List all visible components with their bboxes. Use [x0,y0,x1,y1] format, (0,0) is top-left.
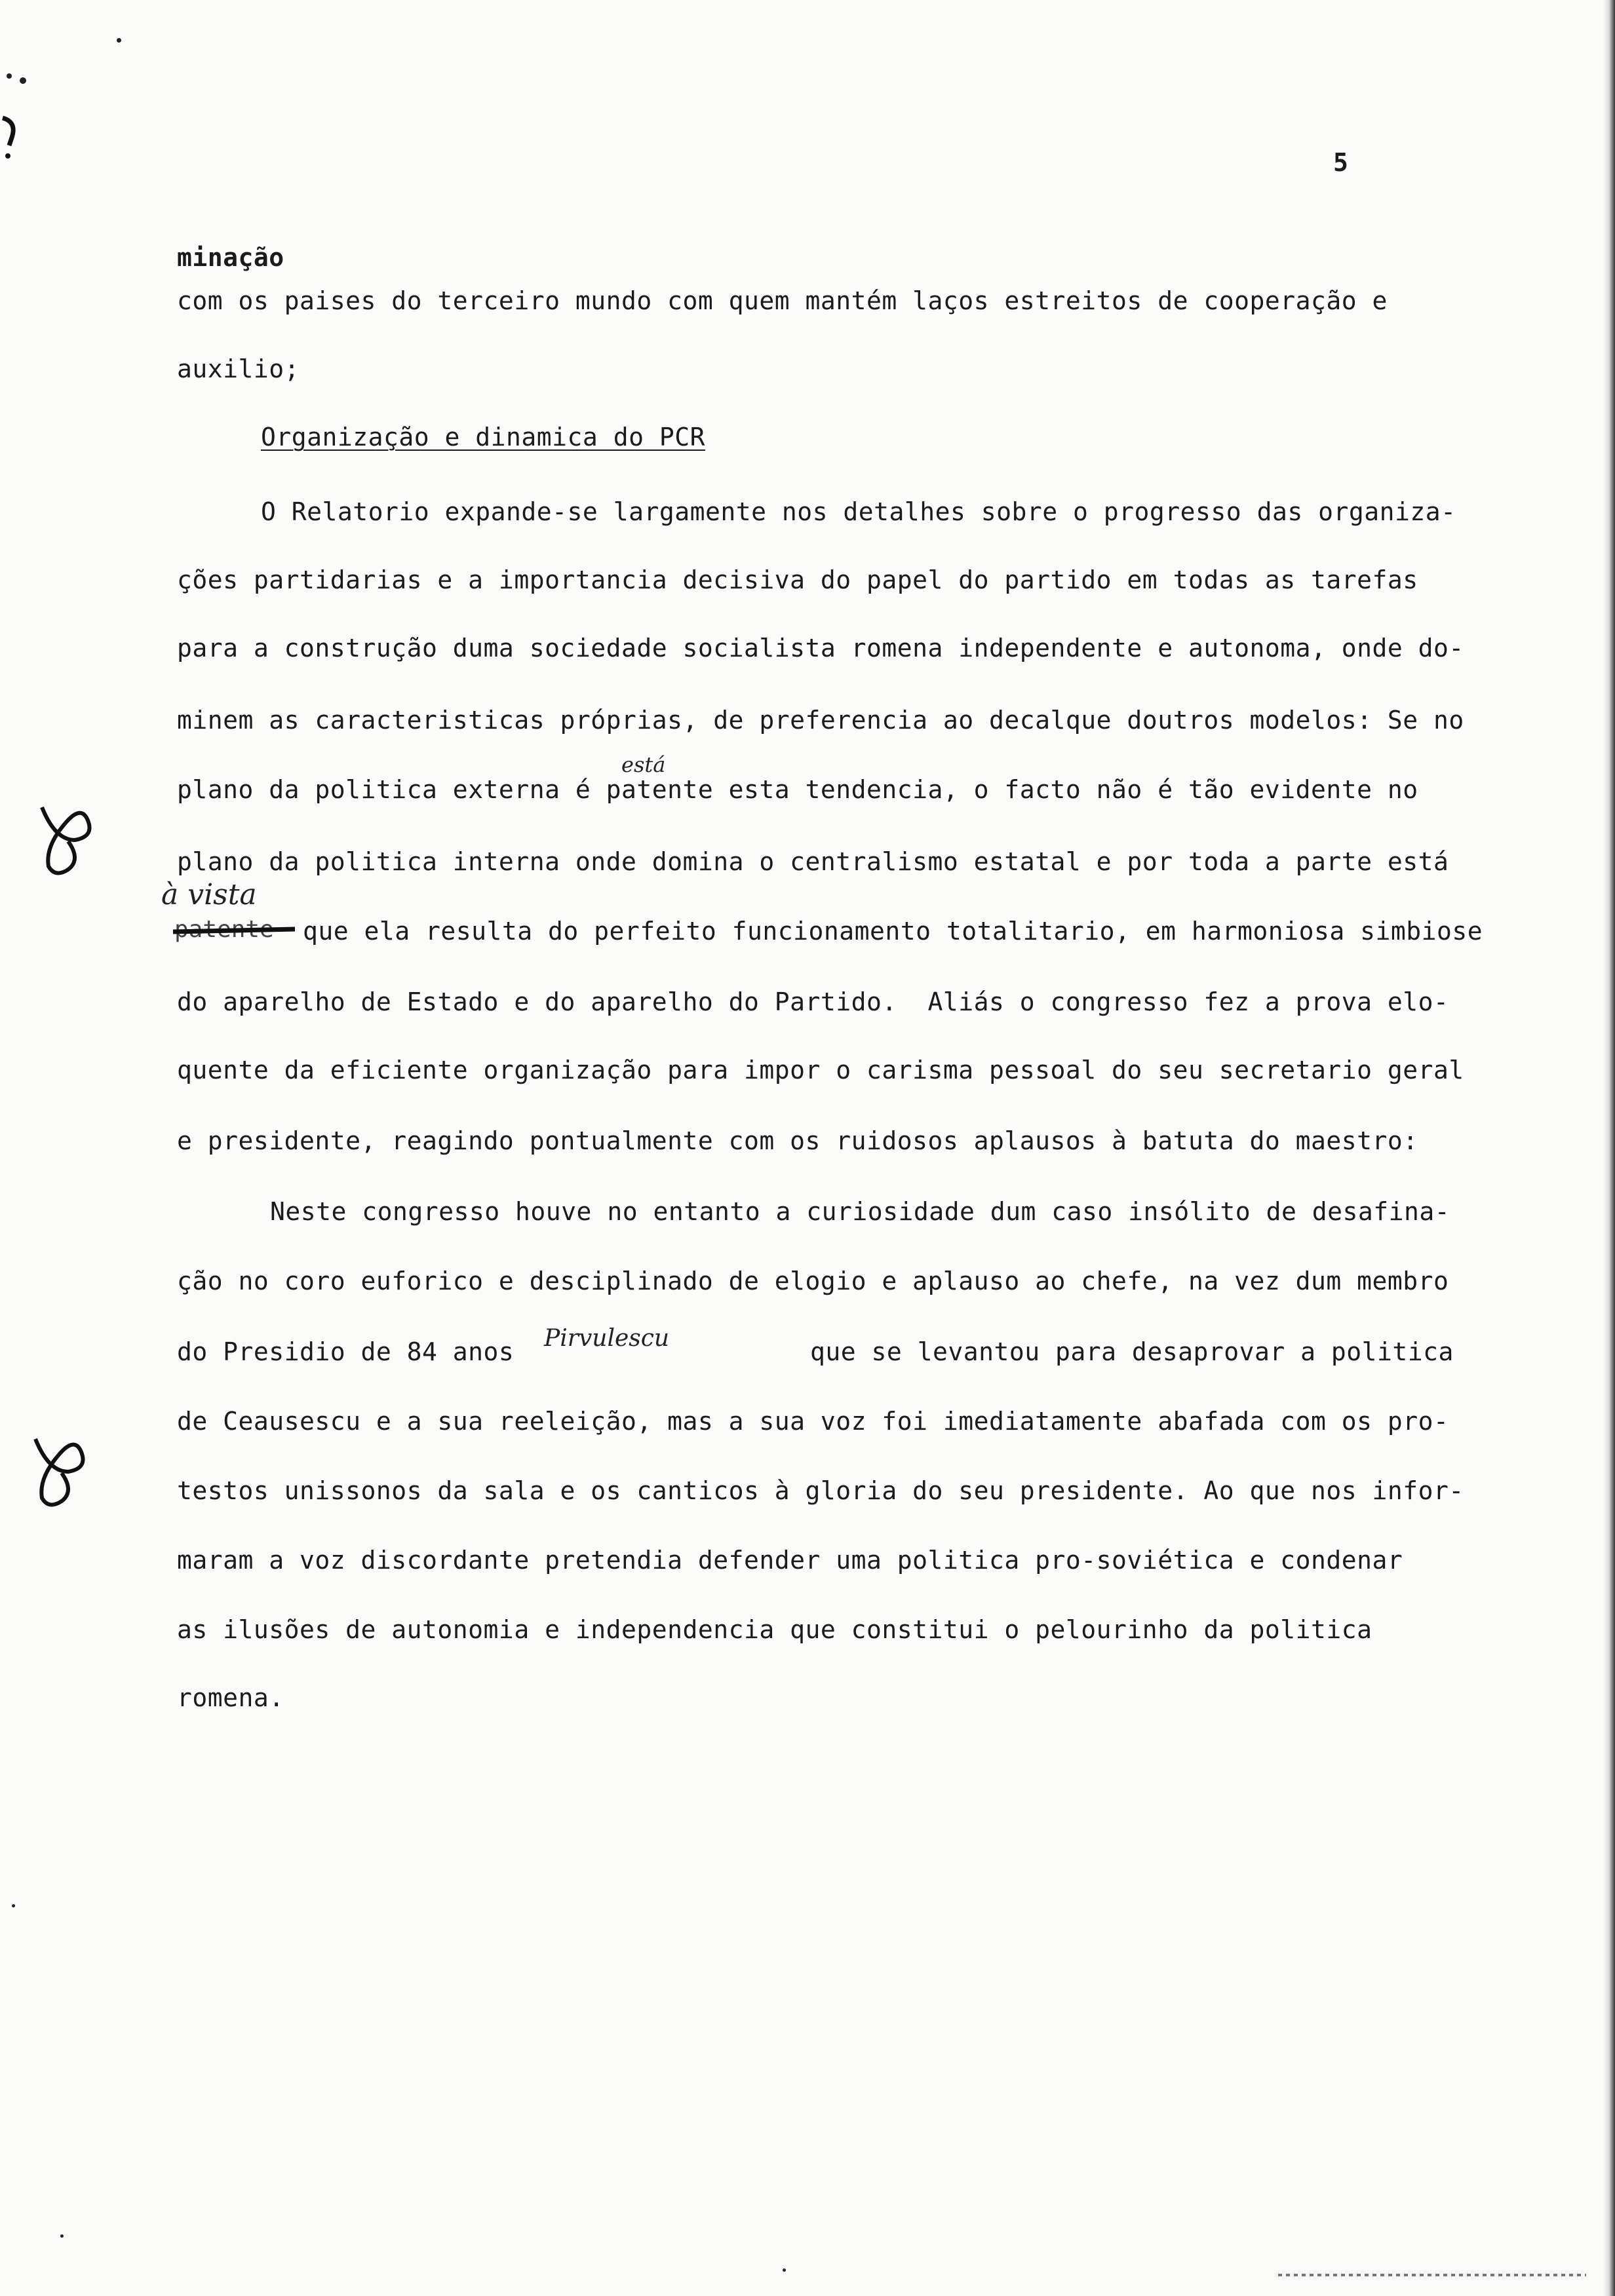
text-line: as ilusões de autonomia e independencia que constitui o pelourinho da politica [177,1615,1372,1644]
text-line: testos unissonos da sala e os canticos à gloria do seu presidente. Ao que nos infor- [177,1476,1464,1505]
section-heading: Organização e dinamica do PCR [261,423,705,451]
text-line: do aparelho de Estado e do aparelho do Partido. Aliás o congresso fez a prova elo- [177,987,1449,1016]
scan-dot [60,2234,64,2238]
text-line: romena. [177,1683,284,1712]
scan-dot [12,1904,15,1907]
strikethrough-mark [172,923,296,940]
struck-word: patente [174,916,274,943]
page-number: 5 [1333,148,1348,177]
text-line: ção no coro euforico e desciplinado de elogio e aplauso ao chefe, na vez dum membro [177,1267,1449,1295]
text-line: e presidente, reagindo pontualmente com os ruidosos aplausos à batuta do maestro: [177,1126,1418,1155]
scan-artifact-icon [0,115,20,161]
handwritten-insert-esta: está [621,752,666,777]
scan-dot [783,2268,786,2272]
margin-mark-icon [29,801,101,879]
text-line: plano da politica externa é patente esta tendencia, o facto não é tão evidente no [177,775,1418,804]
text-line: com os paises do terceiro mundo com quem mantém laços estreitos de cooperação e [177,286,1388,315]
text-line: que se levantou para desaprovar a politica [810,1337,1454,1366]
text-line: ções partidarias e a importancia decisiva do papel do partido em todas as tarefas [177,565,1418,594]
text-line: que ela resulta do perfeito funcionamento totalitario, em harmoniosa simbiose [303,917,1483,946]
text-line: de Ceausescu e a sua reeleição, mas a sua voz foi imediatamente abafada com os pro- [177,1407,1449,1436]
scan-dot [20,77,26,84]
text-line: quente da eficiente organização para impor o carisma pessoal do seu secretario geral [177,1056,1464,1084]
text-line: Neste congresso houve no entanto a curiosidade dum caso insólito de desafina- [270,1197,1450,1226]
text-line: maram a voz discordante pretendia defender uma politica pro-soviética e condenar [177,1546,1403,1575]
scan-dot [117,38,121,43]
text-line: plano da politica interna onde domina o centralismo estatal e por toda a parte está [177,847,1449,876]
text-line: minação [177,243,284,272]
text-line: auxilio; [177,354,300,383]
margin-mark-icon [22,1432,94,1511]
text-line: do Presidio de 84 anos [177,1337,515,1366]
text-line: O Relatorio expande-se largamente nos detalhes sobre o progresso das organiza- [261,497,1456,526]
handwritten-a-vista: à vista [161,878,257,911]
page-edge-shadow [1603,0,1615,2296]
scan-edge-line [1278,2274,1586,2276]
text-line: minem as caracteristicas próprias, de preferencia ao decalque doutros modelos: Se no [177,706,1464,735]
scan-dot [7,73,12,79]
handwritten-name: Pirvulescu [544,1325,670,1352]
text-line: para a construção duma sociedade socialista romena independente e autonoma, onde do- [177,634,1464,662]
